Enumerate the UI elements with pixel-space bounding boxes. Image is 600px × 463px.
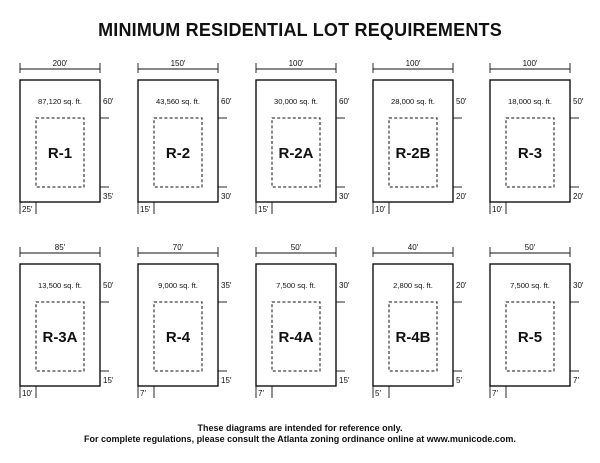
r-3a-front-setback: 50′ [103, 281, 114, 290]
r-2-lot-width: 150′ [170, 59, 186, 68]
r-4a-rear-setback: 15′ [339, 376, 350, 385]
reference-text: For complete regulations, please consult the Atlanta zoning ordinance online at www.municode.com. [84, 434, 516, 444]
r-3a-lot-width: 85′ [54, 243, 66, 252]
r-3-side-setback: 10′ [492, 205, 503, 214]
r-2a-front-setback: 60′ [339, 97, 350, 106]
r-3a-rear-setback: 15′ [103, 376, 114, 385]
r-1-front-setback: 60′ [103, 97, 114, 106]
r-2a-lot-width: 100′ [288, 59, 304, 68]
r-2-district-code: R-2 [165, 145, 191, 162]
r-3a-lot-area: 13,500 sq. ft. [38, 281, 82, 290]
r-4b-lot-area: 2,800 sq. ft. [393, 281, 433, 290]
r-4-lot-width: 70′ [172, 243, 184, 252]
disclaimer-text: These diagrams are intended for reference only. [197, 423, 403, 433]
r-3-lot-width: 100′ [522, 59, 538, 68]
r-4-district-code: R-4 [165, 329, 191, 346]
r-2a-district-code: R-2A [278, 145, 314, 162]
r-2-side-setback: 15′ [140, 205, 151, 214]
r-4b-lot-width: 40′ [407, 243, 419, 252]
r-4a-side-setback: 7′ [258, 389, 264, 398]
r-4-front-setback: 35′ [221, 281, 232, 290]
r-3-rear-setback: 20′ [573, 192, 584, 201]
r-2a-side-setback: 15′ [258, 205, 269, 214]
r-2b-front-setback: 50′ [456, 97, 467, 106]
r-1-lot-width: 200′ [52, 59, 68, 68]
r-3-district-code: R-3 [517, 145, 543, 162]
r-4b-side-setback: 5′ [375, 389, 381, 398]
r-2b-side-setback: 10′ [375, 205, 386, 214]
r-1-side-setback: 25′ [22, 205, 33, 214]
r-5-rear-setback: 7′ [573, 376, 579, 385]
r-2b-lot-area: 28,000 sq. ft. [391, 97, 435, 106]
r-3-front-setback: 50′ [573, 97, 584, 106]
r-2b-rear-setback: 20′ [456, 192, 467, 201]
r-4-rear-setback: 15′ [221, 376, 232, 385]
r-4-side-setback: 7′ [140, 389, 146, 398]
r-4-lot-area: 9,000 sq. ft. [158, 281, 198, 290]
r-2b-district-code: R-2B [395, 145, 431, 162]
r-2-lot-area: 43,560 sq. ft. [156, 97, 200, 106]
r-2-front-setback: 60′ [221, 97, 232, 106]
r-2a-rear-setback: 30′ [339, 192, 350, 201]
r-4a-front-setback: 30′ [339, 281, 350, 290]
r-4b-front-setback: 20′ [456, 281, 467, 290]
page-title: MINIMUM RESIDENTIAL LOT REQUIREMENTS [98, 20, 502, 40]
r-5-side-setback: 7′ [492, 389, 498, 398]
r-4a-lot-width: 50′ [290, 243, 302, 252]
r-4a-district-code: R-4A [278, 329, 314, 346]
r-4b-rear-setback: 5′ [456, 376, 462, 385]
r-4a-lot-area: 7,500 sq. ft. [276, 281, 316, 290]
r-3-lot-area: 18,000 sq. ft. [508, 97, 552, 106]
r-3a-side-setback: 10′ [22, 389, 33, 398]
r-5-lot-width: 50′ [524, 243, 536, 252]
r-3a-district-code: R-3A [42, 329, 78, 346]
r-4b-district-code: R-4B [395, 329, 431, 346]
r-5-lot-area: 7,500 sq. ft. [510, 281, 550, 290]
r-5-front-setback: 30′ [573, 281, 584, 290]
r-1-district-code: R-1 [47, 145, 73, 162]
r-2a-lot-area: 30,000 sq. ft. [274, 97, 318, 106]
r-1-lot-area: 87,120 sq. ft. [38, 97, 82, 106]
r-2b-lot-width: 100′ [405, 59, 421, 68]
r-5-district-code: R-5 [517, 329, 543, 346]
r-1-rear-setback: 35′ [103, 192, 114, 201]
r-2-rear-setback: 30′ [221, 192, 232, 201]
